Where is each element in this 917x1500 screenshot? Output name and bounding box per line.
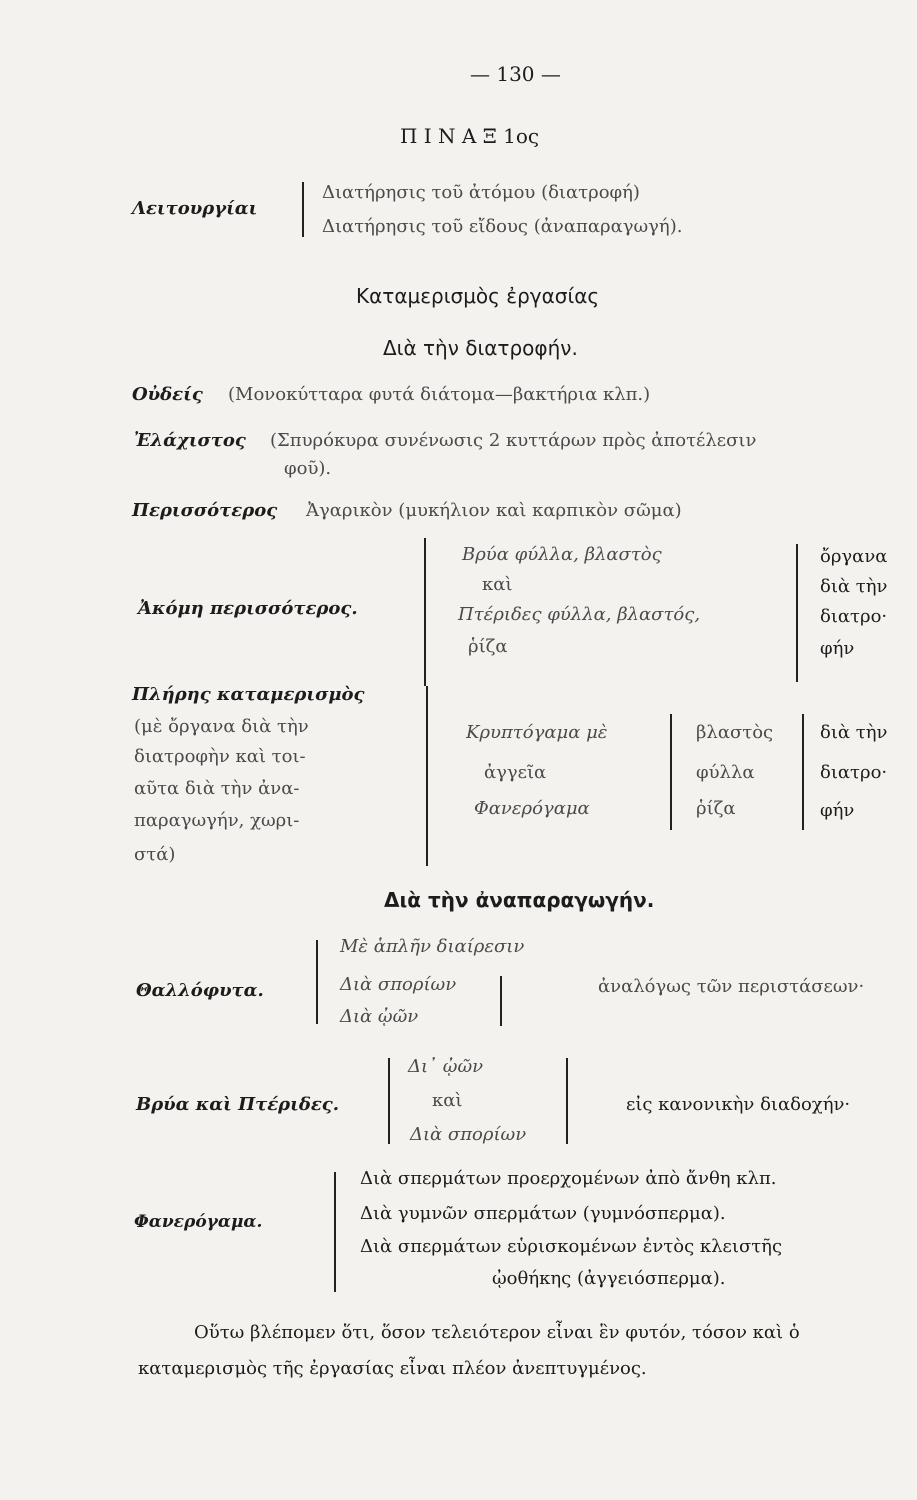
functions-label: Λειτουργίαι	[132, 198, 258, 219]
full-organ-1: βλαστὸς	[696, 722, 774, 743]
full-label-line-5: παραγωγήν, χωρι-	[134, 810, 300, 831]
phanerogams-brace	[334, 1172, 336, 1292]
full-plant-1: Κρυπτόγαμα μὲ	[466, 722, 608, 743]
mosses-note: εἰς κανονικὴν διαδοχήν·	[626, 1094, 851, 1115]
full-label-line-4: αῦτα διὰ τὴν ἀνα-	[134, 778, 300, 799]
full-organ-2: φύλλα	[696, 762, 755, 783]
full-label-line-2: (μὲ ὄργανα διὰ τὴν	[134, 716, 309, 737]
least-label: Ἐλάχιστος	[134, 430, 246, 451]
reproduction-heading: Διὰ τὴν ἀναπαραγωγήν.	[384, 888, 655, 912]
full-side-brace	[802, 714, 804, 830]
functions-brace	[302, 182, 304, 237]
full-organs-brace	[670, 714, 672, 830]
page-title: Π Ι Ν Α Ξ 1ος	[400, 124, 540, 148]
even-more-line-2: καὶ	[482, 574, 513, 595]
even-more-side-2: διὰ τὴν	[820, 576, 888, 597]
least-text-2: φοῦ).	[284, 458, 332, 479]
full-plant-2: ἀγγεῖα	[484, 762, 547, 783]
even-more-label: Ἀκόμη περισσότερος.	[138, 598, 358, 619]
none-label: Οὐδείς	[132, 384, 203, 405]
mosses-brace	[388, 1058, 390, 1144]
phanerogams-item-1: Διὰ σπερμάτων προερχομένων ἀπὸ ἄνθη κλπ.	[360, 1168, 777, 1189]
nutrition-heading: Διὰ τὴν διατροφήν.	[383, 336, 578, 360]
full-plant-3: Φανερόγαμα	[474, 798, 590, 819]
phanerogams-item-2: Διὰ γυμνῶν σπερμάτων (γυμνόσπερμα).	[360, 1203, 726, 1224]
conclusion-line-2: καταμερισμὸς τῆς ἐργασίας εἶναι πλέον ἀνεπτυγμένος.	[138, 1358, 647, 1379]
mosses-item-3: Διὰ σπορίων	[410, 1124, 527, 1145]
full-label-line-6: στά)	[134, 844, 176, 865]
functions-item-1: Διατήρησις τοῦ ἀτόμου (διατροφή)	[322, 182, 640, 203]
more-label: Περισσότερος	[132, 500, 278, 521]
full-label-line-3: διατροφὴν καὶ τοι-	[134, 746, 306, 767]
mosses-label: Βρύα καὶ Πτέριδες.	[136, 1094, 340, 1115]
thallophyta-item-2: Διὰ σπορίων	[340, 974, 457, 995]
full-organ-3: ῥίζα	[696, 798, 736, 819]
least-text-1: (Σπυρόκυρα συνένωσις 2 κυττάρων πρὸς ἀποτέλεσιν	[270, 430, 757, 451]
even-more-line-4: ῥίζα	[468, 636, 508, 657]
phanerogams-label: Φανερόγαμα.	[134, 1212, 263, 1232]
division-heading: Καταμερισμὸς ἐργασίας	[356, 284, 600, 308]
even-more-brace	[424, 538, 426, 686]
even-more-side-brace	[796, 544, 798, 682]
thallophyta-item-1: Μὲ ἁπλῆν διαίρεσιν	[340, 936, 525, 957]
thallophyta-label: Θαλλόφυτα.	[136, 980, 264, 1001]
none-text: (Μονοκύτταρα φυτά διάτομα—βακτήρια κλπ.)	[228, 384, 651, 405]
even-more-side-3: διατρο·	[820, 606, 888, 627]
phanerogams-item-4: ᾠοθήκης (ἀγγειόσπερμα).	[492, 1268, 726, 1289]
mosses-item-1: Δι᾽ ᾠῶν	[408, 1056, 484, 1077]
full-side-3: φήν	[820, 800, 855, 821]
page-number: — 130 —	[470, 62, 561, 86]
thallophyta-brace	[316, 940, 318, 1024]
full-side-2: διατρο·	[820, 762, 888, 783]
even-more-side-1: ὄργανα	[820, 546, 888, 567]
even-more-line-3: Πτέριδες φύλλα, βλαστός,	[458, 604, 701, 625]
even-more-side-4: φήν	[820, 638, 855, 659]
even-more-line-1: Βρύα φύλλα, βλαστὸς	[462, 544, 662, 565]
conclusion-line-1: Οὕτω βλέπομεν ὅτι, ὅσον τελειότερον εἶναι ἓν φυτόν, τόσον καὶ ὁ	[194, 1322, 800, 1343]
functions-item-2: Διατήρησις τοῦ εἴδους (ἀναπαραγωγή).	[322, 216, 683, 237]
thallophyta-item-3: Διὰ ᾠῶν	[340, 1006, 419, 1027]
full-label-line-1: Πλήρης καταμερισμὸς	[132, 684, 365, 705]
thallophyta-note: ἀναλόγως τῶν περιστάσεων·	[598, 976, 865, 997]
more-text: Ἀγαρικὸν (μυκήλιον καὶ καρπικὸν σῶμα)	[306, 500, 682, 521]
thallophyta-note-brace	[500, 976, 502, 1026]
mosses-note-brace	[566, 1058, 568, 1144]
phanerogams-item-3: Διὰ σπερμάτων εὑρισκομένων ἐντὸς κλειστῆς	[360, 1236, 783, 1257]
full-brace	[426, 686, 428, 866]
mosses-item-2: καὶ	[432, 1090, 463, 1111]
full-side-1: διὰ τὴν	[820, 722, 888, 743]
